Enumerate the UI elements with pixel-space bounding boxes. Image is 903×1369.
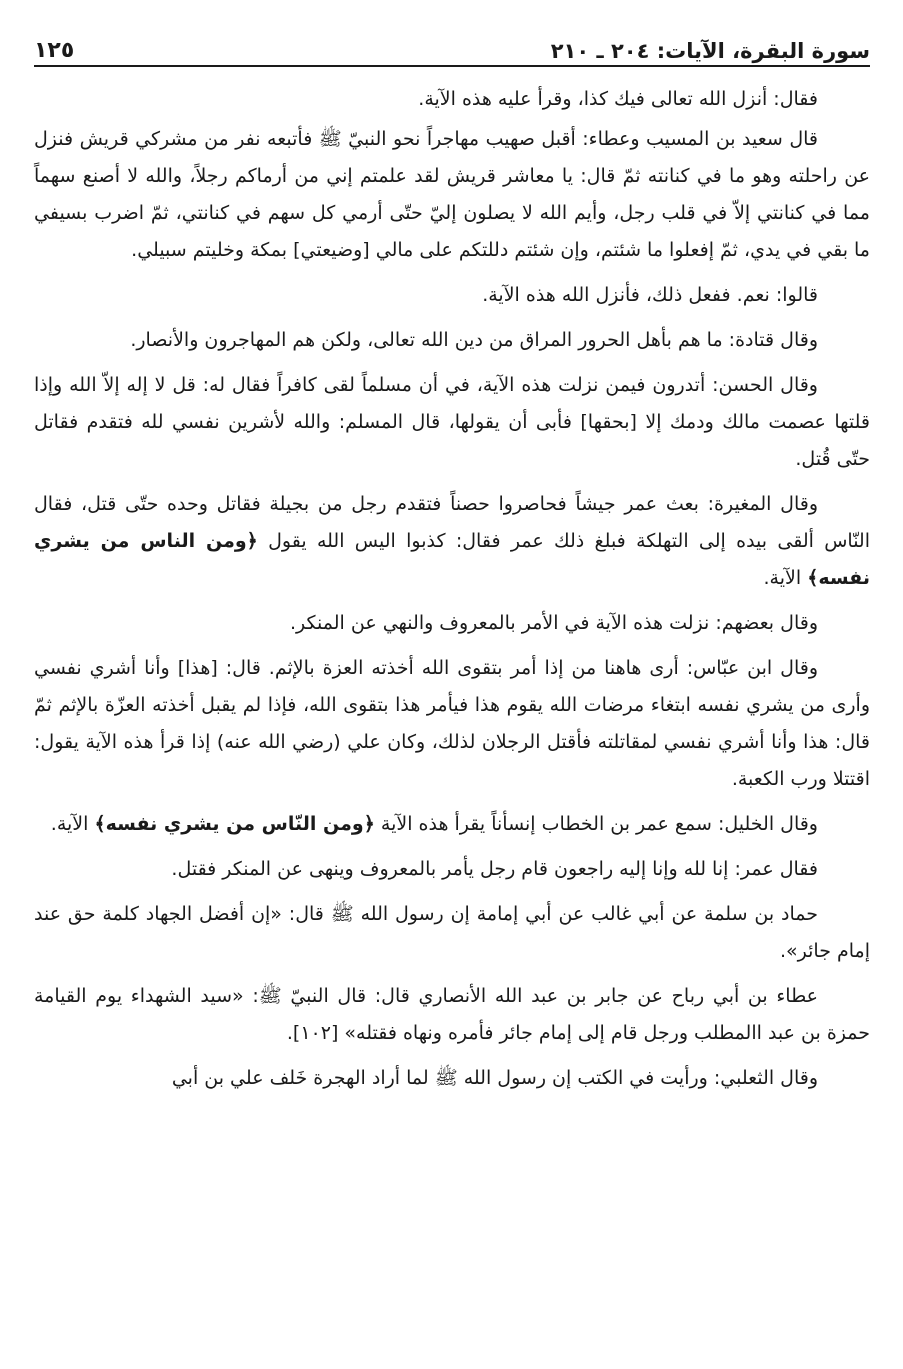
- paragraph: [34, 650, 870, 798]
- paragraph-text: قال سعيد بن المسيب وعطاء: أقبل صهيب مهاجراً نحو النبيّ ﷺ فأتبعه نفر من مشركي قريش فنزل عن راحلته وهو ما في كنانته ثمّ قال: يا معاشر قريش لقد علمتم إني من أرماكم رجلاً، والله لا أصنع سهماً مما في كنانتي إلاّ في قلب رجل، وأيم الله لا يصلون إليّ حتّى أرمي كل سهم في كنانتي، ثمّ اضرب بسيفي ما بقي في يدي، ثمّ إفعلوا ما شئتم، وإن شئتم دللتكم على مالي [وضيعتي] بمكة وخليتم سبيلي.: [34, 128, 870, 261]
- paragraph: [34, 81, 870, 118]
- paragraph-text: فقال: أنزل الله تعالى فيك كذا، وقرأ عليه هذه الآية.: [418, 88, 818, 110]
- paragraph-text: وقال الخليل: سمع عمر بن الخطاب إنسأناً يقرأ هذه الآية: [374, 813, 818, 835]
- paragraph-text: الآية.: [50, 813, 95, 835]
- page-number: ١٢٥: [34, 38, 75, 63]
- paragraph: [34, 1060, 870, 1097]
- paragraph-text: وقال قتادة: ما هم بأهل الحرور المراق من دين الله تعالى، ولكن هم المهاجرون والأنصار.: [130, 329, 818, 351]
- paragraph: [34, 978, 870, 1052]
- quran-quote: ﴿ومن الناس من يشري نفسه﴾: [34, 530, 870, 589]
- paragraph: [34, 367, 870, 478]
- paragraph: [34, 277, 870, 314]
- paragraph-text: حماد بن سلمة عن أبي غالب عن أبي إمامة إن رسول الله ﷺ قال: «إن أفضل الجهاد كلمة حق عند إمام جائر».: [34, 903, 870, 962]
- paragraph: [34, 806, 870, 843]
- quran-quote: ﴿ومن النّاس من يشري نفسه﴾: [94, 813, 375, 835]
- page-body: [34, 81, 870, 1097]
- book-page: [34, 26, 870, 1105]
- paragraph-text: وقال الحسن: أتدرون فيمن نزلت هذه الآية، في أن مسلماً لقى كافراً فقال له: قل لا إله إلاّ الله وإذا قلتها عصمت مالك ودمك إلا [بحقها] فأبى أن يقولها، قال المسلم: والله لأشرين نفسي لله فتقدم فقاتل حتّى قُتل.: [34, 374, 870, 470]
- paragraph-text: وقال الثعلبي: ورأيت في الكتب إن رسول الله ﷺ لما أراد الهجرة خَلف علي بن أبي: [171, 1067, 818, 1089]
- paragraph: [34, 851, 870, 888]
- surah-verses-title: سورة البقرة، الآيات: ٢٠٤ ـ ٢١٠: [550, 39, 870, 63]
- paragraph-text: فقال عمر: إنا لله وإنا إليه راجعون قام رجل يأمر بالمعروف وينهى عن المنكر فقتل.: [171, 858, 818, 880]
- paragraph-text: عطاء بن أبي رباح عن جابر بن عبد الله الأنصاري قال: قال النبيّ ﷺ: «سيد الشهداء يوم القيامة حمزة بن عبد االمطلب ورجل قام إلى إمام جائر فأمره ونهاه فقتله» [١٠٢].: [34, 985, 870, 1044]
- paragraph: [34, 605, 870, 642]
- paragraph: [34, 121, 870, 269]
- paragraph-text: وقال بعضهم: نزلت هذه الآية في الأمر بالمعروف والنهي عن المنكر.: [290, 612, 818, 634]
- paragraph-text: وقال ابن عبّاس: أرى هاهنا من إذا أمر بتقوى الله أخذته العزة بالإثم. قال: [هذا] وأنا أشري نفسي وأرى من يشري نفسه ابتغاء مرضات الله يقوم هذا فيأمر هذا بتقوى الله، فإذا لم يقبل أخذته العزّة بالإثم ثمّ قال: هذا وأنا أشري نفسي لمقاتلته فأقتل الرجلان لذلك، وكان علي (رضي الله عنه) إذا قرأ هذه الآية يقول: اقتتلا ورب الكعبة.: [34, 657, 870, 790]
- paragraph: [34, 896, 870, 970]
- paragraph-text: الآية.: [763, 567, 808, 589]
- paragraph-text: وقال المغيرة: بعث عمر جيشاً فحاصروا حصناً فتقدم رجل من بجيلة فقاتل وحده حتّى قتل، فقال النّاس ألقى بيده إلى التهلكة فبلغ ذلك عمر فقال: كذبوا اليس الله يقول: [34, 493, 870, 552]
- paragraph-text: قالوا: نعم. ففعل ذلك، فأنزل الله هذه الآية.: [482, 284, 818, 306]
- running-header: [34, 26, 870, 67]
- paragraph: [34, 486, 870, 597]
- paragraph: [34, 322, 870, 359]
